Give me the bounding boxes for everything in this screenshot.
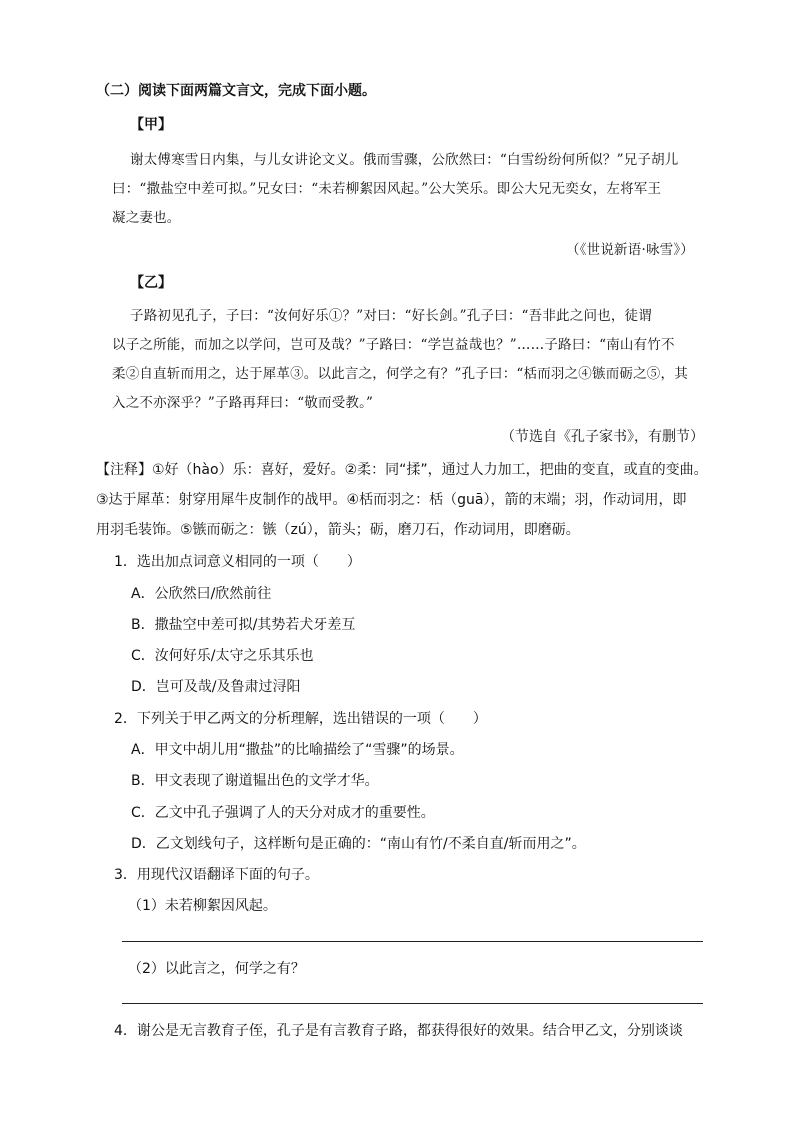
question-2-stem: 2．下列关于甲乙两文的分析理解，选出错误的一项（ ） xyxy=(114,711,487,727)
passage-jia-line: 凝之妻也。 xyxy=(112,210,181,226)
passage-yi-line: 子路初见孔子，子曰：“汝何好乐①？”对曰：“好长剑。”孔子曰：“吾非此之问也，徒谓 xyxy=(130,308,652,324)
question-2-option: C．乙文中孔子强调了人的天分对成才的重要性。 xyxy=(131,805,435,821)
question-4-stem: 4．谢公是无言教育子侄，孔子是有言教育子路，都获得很好的效果。结合甲乙文，分别谈谈 xyxy=(114,1023,683,1039)
section-heading: （二）阅读下面两篇文言文，完成下面小题。 xyxy=(96,83,376,99)
question-1-option: B．撒盐空中差可拟/其势若犬牙差互 xyxy=(131,617,356,633)
passage-yi-label: 【乙】 xyxy=(130,275,172,291)
question-1-stem: 1．选出加点词意义相同的一项（ ） xyxy=(114,554,361,570)
answer-line[interactable] xyxy=(122,1003,703,1004)
passage-yi-source: （节选自《孔子家书》，有删节） xyxy=(501,429,704,445)
question-3-item: （1）未若柳絮因风起。 xyxy=(128,898,277,914)
passage-jia-line: 谢太傅寒雪日内集，与儿女讲论文义。俄而雪骤，公欣然曰：“白雪纷纷何所似？”兄子胡儿 xyxy=(130,152,679,168)
passage-jia-label: 【甲】 xyxy=(130,117,172,133)
passage-yi-line: 柔②自直斩而用之，达于犀革③。以此言之，何学之有？”孔子曰：“栝而羽之④镞而砺之⑤，其 xyxy=(112,366,688,382)
answer-line[interactable] xyxy=(122,941,703,942)
passage-jia-line: 曰：“撒盐空中差可拟。”兄女曰：“未若柳絮因风起。”公大笑乐。即公大兄无奕女，左将军王 xyxy=(112,181,662,197)
notes-line: ③达于犀革：射穿用犀牛皮制作的战甲。④栝而羽之：栝（guā），箭的末端；羽，作动词用，即 xyxy=(96,492,687,508)
question-2-option: D．乙文划线句子，这样断句是正确的：“南山有竹/不柔自直/斩而用之”。 xyxy=(131,836,586,852)
question-3-stem: 3．用现代汉语翻译下面的句子。 xyxy=(114,867,319,883)
question-2-option: B．甲文表现了谢道韫出色的文学才华。 xyxy=(131,773,379,789)
passage-jia-source: （《世说新语·咏雪》） xyxy=(566,242,694,258)
question-3-item: （2）以此言之，何学之有？ xyxy=(128,961,305,977)
question-1-option: D．岂可及哉/及鲁肃过浔阳 xyxy=(131,679,301,695)
notes-line: 用羽毛装饰。⑤镞而砺之：镞（zú），箭头；砺，磨刀石，作动词用，即磨砺。 xyxy=(96,522,580,538)
question-1-option: A．公欣然曰/欣然前往 xyxy=(131,586,272,602)
notes-line: 【注释】①好（hào）乐：喜好，爱好。②柔：同“揉”，通过人力加工，把曲的变直，或直的变曲。 xyxy=(96,462,708,478)
passage-yi-line: 以子之所能，而加之以学问，岂可及哉？”子路曰：“学岂益哉也？”……子路曰：“南山有竹不 xyxy=(112,337,675,353)
question-2-option: A．甲文中胡儿用“撒盐”的比喻描绘了“雪骤”的场景。 xyxy=(131,742,464,758)
question-1-option: C．汝何好乐/太守之乐其乐也 xyxy=(131,648,314,664)
passage-yi-line: 入之不亦深乎？”子路再拜曰：“敬而受教。” xyxy=(112,395,374,411)
